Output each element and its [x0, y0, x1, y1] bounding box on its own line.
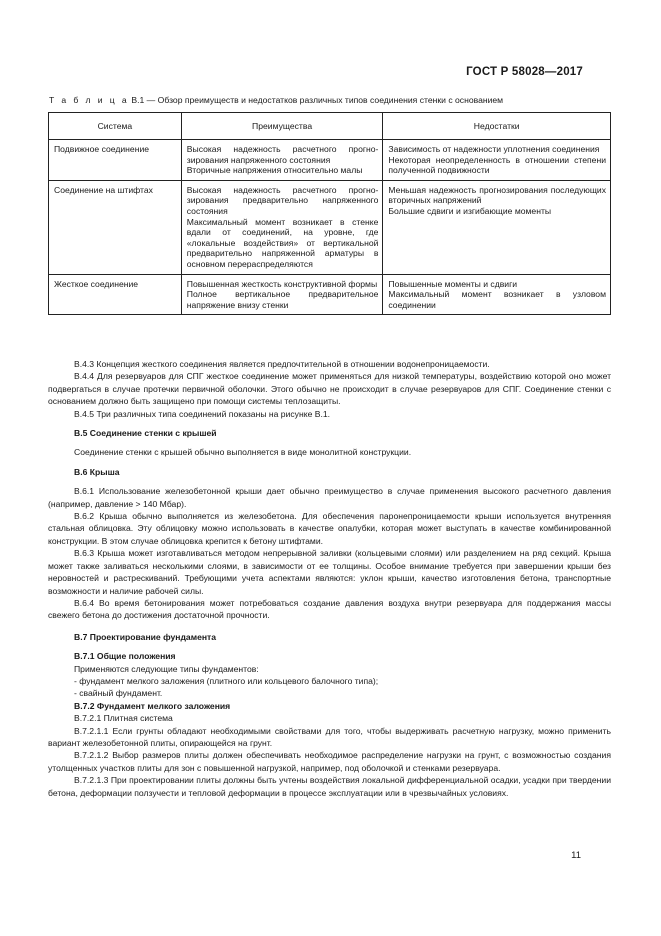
table-caption [49, 95, 609, 105]
section-heading-b6: В.6 Крыша [74, 466, 120, 477]
paragraph-b4-4: В.4.4 Для резервуаров для СПГ жесткое соединение может применяться для низкой температуры, воздействию которой оно может подвергаться в случае протечки первичной оболочки. Этого обычно не происходит в случае резервуаров для СПГ. Соединение стенки с основанием должно быть защищено при помощи системы теплозащиты. [48, 371, 611, 407]
disadvantage-item: Повышенные моменты и сдвиги [388, 278, 518, 289]
advantage-item: Высокая надежность расчетного прогнозирования предварительно напряженного состояния [186, 184, 379, 216]
cell-advantages [181, 180, 383, 274]
cell-disadvantages [383, 274, 611, 315]
column-header-disadvantages: Недостатки [383, 113, 611, 140]
comparison-table [48, 112, 611, 315]
cell-system: Подвижное соединение [49, 140, 182, 181]
advantage-item: Повышенная жесткость конструктивной формы [186, 278, 378, 289]
paragraph-b4-3: В.4.3 Концепция жесткого соединения является предпочтительной в отношении водонепроницаемости. [74, 359, 490, 369]
subsection-heading-b7-2: В.7.2 Фундамент мелкого заложения [74, 700, 231, 711]
column-header-system: Система [49, 113, 182, 140]
page-number: 11 [571, 850, 581, 861]
body-text [48, 358, 611, 799]
advantage-item: Высокая надежность расчетного прогнозирования напряженного состояния [186, 144, 379, 165]
table-caption-label: Т а б л и ц а [49, 95, 129, 105]
section-heading-b5: В.5 Соединение стенки с крышей [74, 428, 217, 439]
list-item: - фундамент мелкого заложения (плитного или кольцевого балочного типа); [74, 675, 379, 686]
cell-advantages [181, 274, 383, 315]
disadvantage-item: Некоторая неопределенность в отношении степени полученной подвижности [388, 154, 606, 176]
table-caption-text: В.1 — Обзор преимуществ и недостатков различных типов соединения стенки с основанием [129, 95, 504, 105]
paragraph-b6-4: В.6.4 Во время бетонирования может потребоваться создание давления воздуха внутри резервуара для поддержания массы свежего бетона до достижения достаточной прочности. [48, 597, 611, 621]
paragraph-b6-1: В.6.1 Использование железобетонной крыши дает обычно преимущество в случае применения высокого расчетного давления (например, давление > 140 Мбар). [48, 486, 611, 509]
paragraph-b5: Соединение стенки с крышей обычно выполняется в виде монолитной конструкции. [74, 447, 412, 458]
paragraph-b7-1: Применяются следующие типы фундаментов: [74, 663, 259, 674]
cell-disadvantages [383, 180, 611, 274]
paragraph-b4-5: В.4.5 Три различных типа соединений показаны на рисунке В.1. [74, 408, 331, 419]
cell-disadvantages [383, 140, 611, 181]
paragraph-b7-2-1-1: В.7.2.1.1 Если грунты обладают необходимыми свойствами для того, чтобы выдерживать расчетную нагрузку, можно применить вариант железобетонной плиты, опирающейся на грунт. [48, 725, 611, 748]
disadvantage-item: Меньшая надежность прогнозирования последующих вторичных напряжений [388, 184, 606, 206]
disadvantage-item: Зависимость от надежности уплотнения соединения [388, 144, 600, 154]
section-heading-b7: В.7 Проектирование фундамента [74, 631, 217, 642]
document-code: ГОСТ Р 58028—2017 [466, 66, 583, 78]
table-row [49, 140, 611, 181]
table-header-row [49, 113, 611, 140]
advantage-item: Полное вертикальное предварительное напряжение внизу стенки [186, 289, 379, 310]
cell-system: Жесткое соединение [49, 274, 182, 315]
paragraph-b7-2-1: В.7.2.1 Плитная система [74, 713, 173, 724]
cell-system: Соединение на штифтах [49, 180, 182, 274]
list-item: - свайный фундамент. [74, 688, 163, 699]
cell-advantages [181, 140, 383, 181]
paragraph-b7-2-1-2: В.7.2.1.2 Выбор размеров плиты должен обеспечивать необходимое распределение нагрузки на грунт, с возможностью создания утолщенных участков плиты для зон с повышенной нагрузкой, например, под оболочкой и стенками резервуара. [48, 750, 611, 773]
disadvantage-item: Большие сдвиги и изгибающие моменты [388, 205, 552, 216]
table-row [49, 274, 611, 315]
advantage-item: Вторичные напряжения относительно малы [186, 165, 363, 176]
paragraph-b7-2-1-3: В.7.2.1.3 При проектировании плиты должны быть учтены воздействия локальной дифференциальной осадки, усадки при твердении бетона, деформации ползучести и тепловой деформации в процессе эксплуатации или в чрезвычайных условиях. [48, 775, 611, 798]
disadvantage-item: Максимальный момент возникает в узловом соединении [388, 289, 606, 310]
paragraph-b6-2: В.6.2 Крыша обычно выполняется из железобетона. Для обеспечения паронепроницаемости крыши используется внутренняя стальная облицовка. Эту облицовку можно использовать в качестве опалубки, которая может выступать в качестве комбинированной конструкции. В этом случае облицовка крепится к бетону штифтами. [48, 511, 611, 546]
column-header-advantages: Преимущества [181, 113, 383, 140]
advantage-item: Максимальный момент возникает в стенке вдали от соединений, на уровне, где «локальные воздействия» от вертикальной предварительно напряженной арматуры в основном перераспределяются [186, 216, 379, 269]
subsection-heading-b7-1: В.7.1 Общие положения [74, 651, 176, 662]
paragraph-b6-3: В.6.3 Крыша может изготавливаться методом непрерывной заливки (кольцевыми слоями) или разделением на ряд секций. Крыша может также заливаться несколькими слоями, в зависимости от ее толщины. Особое внимание требуется при завершении крыши без неровностей и растрескиваний. Требующими учета аспектами являются: уклон крыши, качество изготовления бетона, транспортные возможности и наличие рабочей силы. [48, 548, 611, 596]
table-row [49, 180, 611, 274]
